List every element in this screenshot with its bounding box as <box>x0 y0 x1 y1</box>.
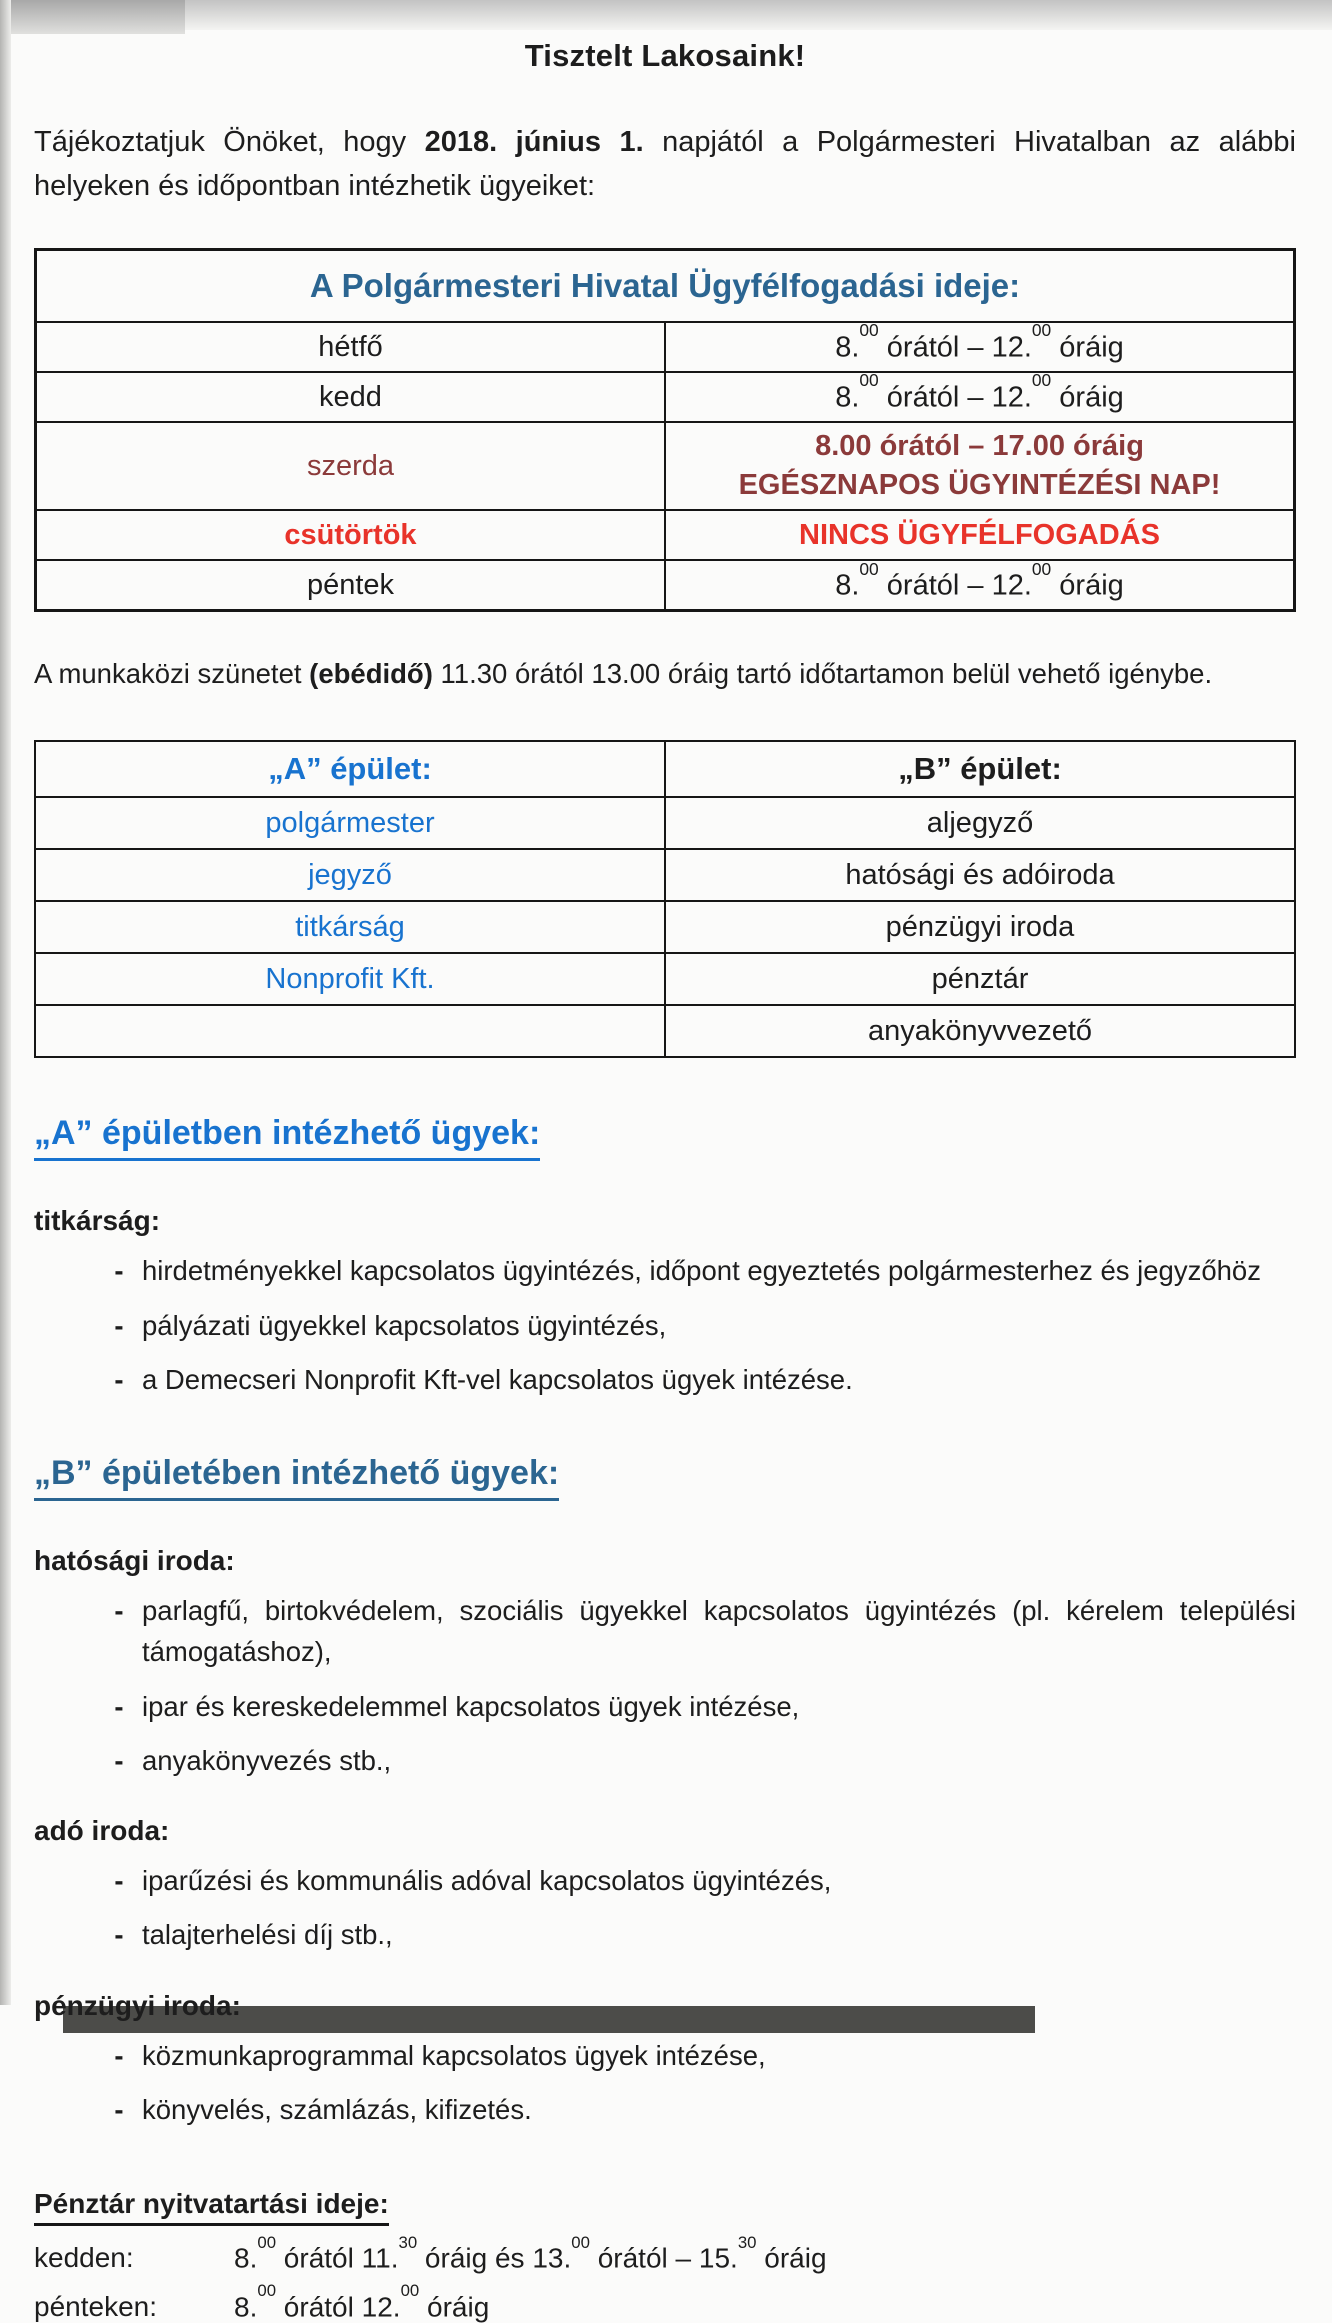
building-a-item: Nonprofit Kft. <box>35 953 665 1005</box>
time-superscript: 00 <box>400 2281 420 2301</box>
wednesday-allday-note: EGÉSZNAPOS ÜGYINTÉZÉSI NAP! <box>738 469 1221 502</box>
cashier-day-label: kedden: <box>34 2242 134 2274</box>
time-superscript: 00 <box>257 2281 277 2301</box>
time-superscript: 00 <box>859 370 879 391</box>
list-item <box>34 1740 1296 1781</box>
time-part: 8. <box>835 331 860 364</box>
bullet-dash: - <box>114 1363 124 1395</box>
time-part: 8. <box>234 2242 258 2274</box>
building-b-header: „B” épület: <box>665 741 1295 797</box>
bullet-dash: - <box>114 1744 124 1776</box>
time-part: óráig <box>1051 381 1124 414</box>
lunch-note-post: 11.30 órától 13.00 óráig tartó időtartamon belül vehető igénybe. <box>432 658 1213 690</box>
time-superscript: 00 <box>859 558 879 579</box>
section-b-heading-text: „B” épületében intézhető ügyek: <box>34 1454 559 1501</box>
building-b-item: hatósági és adóiroda <box>665 849 1295 901</box>
bullet-text: közmunkaprogrammal kapcsolatos ügyek intézése, <box>142 2039 766 2071</box>
day-cell-monday: hétfő <box>36 322 666 372</box>
cashier-time-value <box>234 2232 1296 2274</box>
bullet-text: parlagfű, birtokvédelem, szociális ügyekkel kapcsolatos ügyintézés (pl. kérelem települési támogatáshoz), <box>142 1595 1296 1668</box>
bullet-text: iparűzési és kommunális adóval kapcsolatos ügyintézés, <box>142 1865 832 1897</box>
list-item <box>34 2035 1296 2076</box>
bullet-text: talajterhelési díj stb., <box>142 1919 393 1951</box>
office-hours-row-thursday <box>36 510 1295 560</box>
group-label-hatosagi-iroda: hatósági iroda: <box>34 1545 235 1577</box>
list-item <box>34 1250 1296 1291</box>
time-part: 8. <box>835 381 860 414</box>
time-superscript: 00 <box>1031 320 1052 341</box>
time-part: órától – 12. <box>878 381 1032 414</box>
time-superscript: 00 <box>859 320 879 341</box>
bullet-dash: - <box>114 1255 124 1287</box>
time-part: órától 11. <box>276 2242 399 2274</box>
page-title: Tisztelt Lakosaink! <box>524 38 806 73</box>
list-item <box>34 2089 1296 2130</box>
time-part: 8. <box>234 2290 258 2322</box>
section-a-heading-text: „A” épületben intézhető ügyek: <box>34 1114 540 1161</box>
building-b-item: aljegyző <box>665 797 1295 849</box>
bullet-dash: - <box>114 1595 124 1627</box>
time-cell-thursday: NINCS ÜGYFÉLFOGADÁS <box>665 510 1295 560</box>
bullet-text: hirdetményekkel kapcsolatos ügyintézés, időpont egyeztetés polgármesterhez és jegyzőhöz <box>142 1255 1261 1287</box>
list-item <box>34 1860 1296 1901</box>
building-b-item: pénzügyi iroda <box>665 901 1295 953</box>
time-cell-wednesday <box>665 422 1295 510</box>
intro-date-bold: 2018. június 1. <box>424 126 644 158</box>
bullet-text: pályázati ügyekkel kapcsolatos ügyintézés, <box>142 1309 667 1341</box>
building-a-item: titkárság <box>35 901 665 953</box>
lunch-note-pre: A munkaközi szünetet <box>34 658 310 690</box>
buildings-row <box>35 797 1295 849</box>
time-part: 8. <box>835 569 860 602</box>
time-part: óráig <box>756 2242 827 2274</box>
bullet-dash: - <box>114 2039 124 2071</box>
time-superscript: 00 <box>1031 370 1052 391</box>
time-part: óráig <box>1051 331 1124 364</box>
intro-text-pre: Tájékoztatjuk Önöket, hogy <box>34 126 425 158</box>
bullet-text: anyakönyvezés stb., <box>142 1744 392 1776</box>
buildings-table <box>34 740 1296 1058</box>
time-cell-friday <box>665 560 1295 611</box>
time-part: óráig és 13. <box>417 2242 572 2274</box>
buildings-row <box>35 1005 1295 1057</box>
time-part: óráig <box>419 2290 490 2322</box>
bullet-text: könyvelés, számlázás, kifizetés. <box>142 2093 532 2125</box>
cashier-day-label: pénteken: <box>34 2290 157 2322</box>
bullet-text: a Demecseri Nonprofit Kft-vel kapcsolatos ügyek intézése. <box>142 1363 853 1395</box>
bullet-dash: - <box>114 1865 124 1897</box>
day-cell-friday: péntek <box>36 560 666 611</box>
time-superscript: 00 <box>571 2232 590 2252</box>
day-cell-wednesday: szerda <box>36 422 666 510</box>
time-cell-monday <box>665 322 1295 372</box>
section-b-heading <box>34 1454 1296 1501</box>
office-hours-row-monday <box>36 322 1295 372</box>
time-superscript: 30 <box>398 2232 418 2252</box>
office-hours-row-wednesday <box>36 422 1295 510</box>
list-item <box>34 1590 1296 1673</box>
buildings-row <box>35 849 1295 901</box>
group-label-ado-iroda: adó iroda: <box>34 1815 170 1847</box>
office-hours-table-title: A Polgármesteri Hivatal Ügyfélfogadási ideje: <box>36 250 1295 323</box>
cashier-time-value <box>234 2281 1296 2323</box>
list-item <box>34 1686 1296 1727</box>
list-item <box>34 1914 1296 1955</box>
cashier-hours-heading <box>34 2188 1296 2226</box>
cashier-row-friday <box>34 2281 1296 2323</box>
buildings-row <box>35 901 1295 953</box>
building-a-item-empty <box>35 1005 665 1057</box>
building-a-item: polgármester <box>35 797 665 849</box>
document-page <box>34 0 1296 2323</box>
group-label-titkarsag: titkárság: <box>34 1205 161 1237</box>
day-cell-thursday: csütörtök <box>36 510 666 560</box>
building-a-header: „A” épület: <box>35 741 665 797</box>
list-item <box>34 1359 1296 1400</box>
buildings-row <box>35 953 1295 1005</box>
time-superscript: 00 <box>1031 558 1052 579</box>
time-part: órától – 15. <box>589 2242 738 2274</box>
bullet-dash: - <box>114 1690 124 1722</box>
time-part: órától – 12. <box>878 331 1032 364</box>
bullet-text: ipar és kereskedelemmel kapcsolatos ügyek intézése, <box>142 1690 800 1722</box>
building-b-item: pénztár <box>665 953 1295 1005</box>
intro-text-post: napjától a Polgármesteri Hivatalban az alábbi helyeken és időpontban intézhetik ügyeiket: <box>34 126 1296 203</box>
bullet-dash: - <box>114 1919 124 1951</box>
office-hours-header-row <box>36 250 1295 323</box>
office-hours-row-friday <box>36 560 1295 611</box>
time-part: órától – 12. <box>878 569 1032 602</box>
wednesday-time: 8.00 órától – 17.00 óráig <box>815 430 1144 463</box>
time-superscript: 30 <box>737 2232 757 2252</box>
day-cell-tuesday: kedd <box>36 372 666 422</box>
buildings-header-row <box>35 741 1295 797</box>
bullet-dash: - <box>114 2093 124 2125</box>
intro-paragraph <box>34 120 1296 208</box>
lunch-note-bold: (ebédidő) <box>309 658 433 690</box>
cashier-hours-heading-text: Pénztár nyitvatartási ideje: <box>34 2188 389 2226</box>
section-a-heading <box>34 1114 1296 1161</box>
cashier-row-tuesday <box>34 2232 1296 2274</box>
building-b-item: anyakönyvvezető <box>665 1005 1295 1057</box>
bullet-dash: - <box>114 1309 124 1341</box>
scan-edge-left <box>0 0 11 2005</box>
time-superscript: 00 <box>257 2232 277 2252</box>
office-hours-row-tuesday <box>36 372 1295 422</box>
time-part: óráig <box>1051 569 1124 602</box>
list-item <box>34 1305 1296 1346</box>
office-hours-table <box>34 248 1296 612</box>
time-cell-tuesday <box>665 372 1295 422</box>
building-a-item: jegyző <box>35 849 665 901</box>
time-part: órától 12. <box>276 2290 401 2322</box>
lunch-break-note <box>34 658 1296 690</box>
group-label-penzugyi-iroda: pénzügyi iroda: <box>34 1989 241 2021</box>
